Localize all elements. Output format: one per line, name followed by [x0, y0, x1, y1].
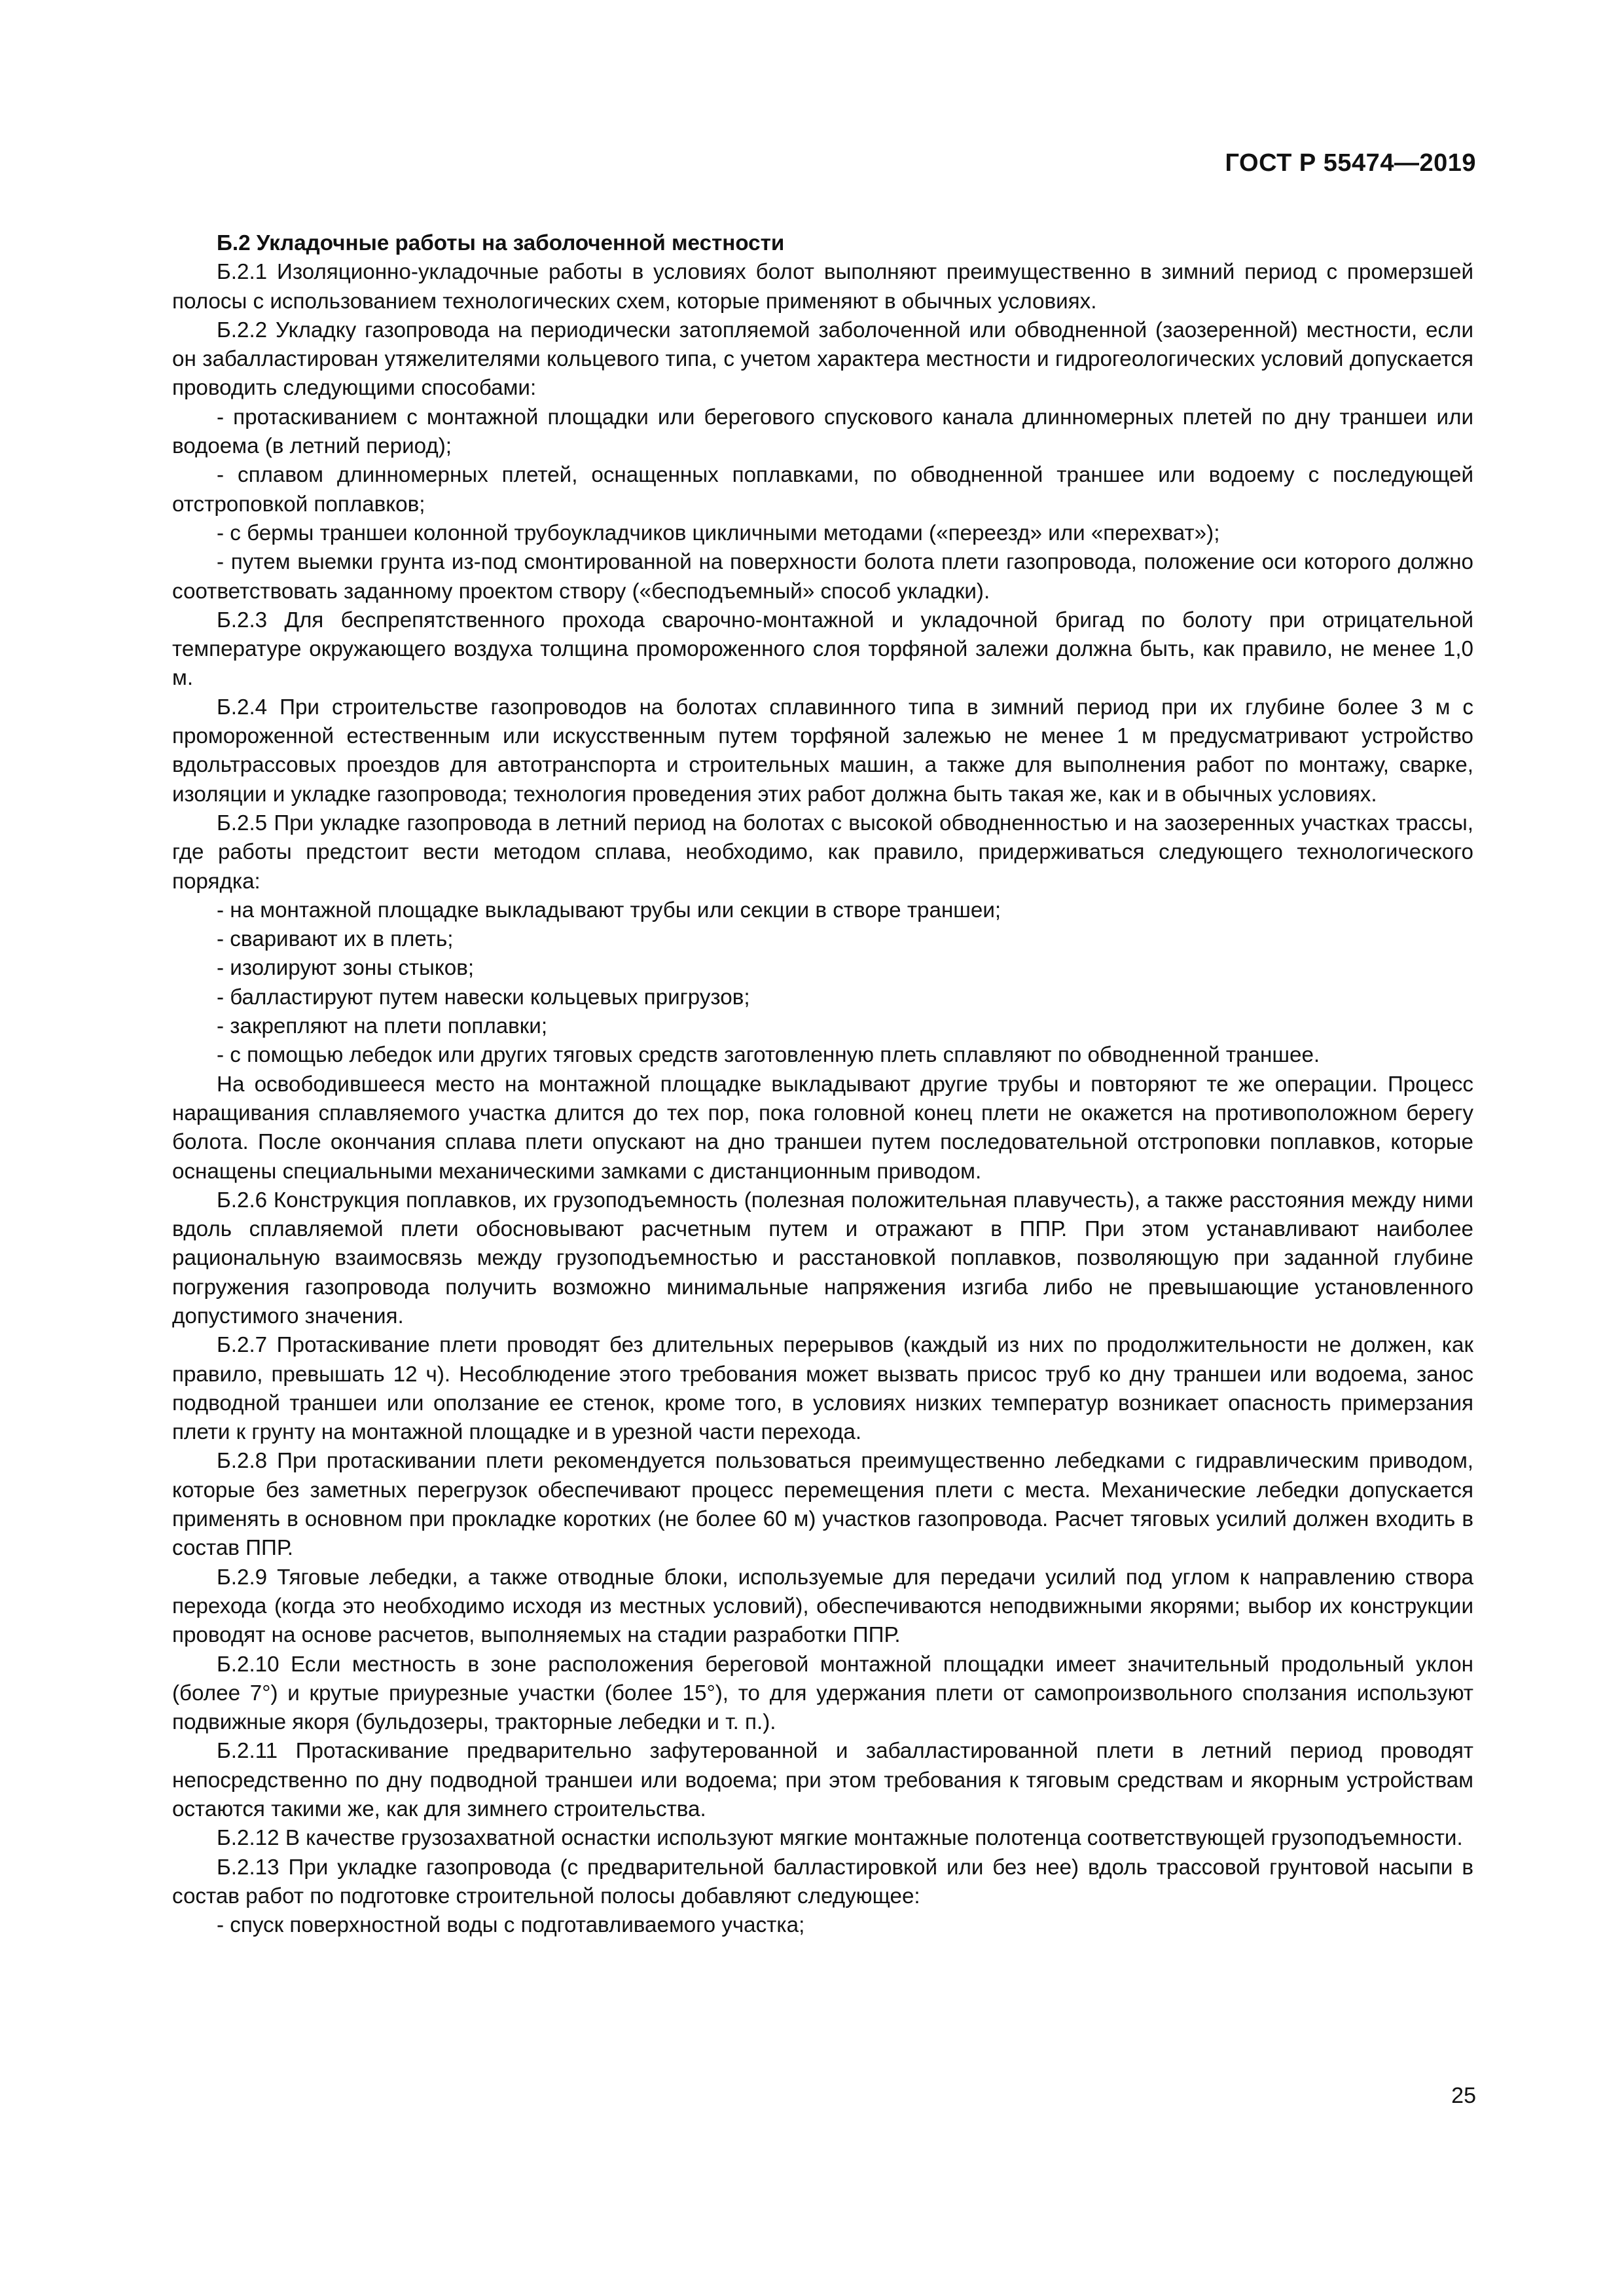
- paragraph-b-2-13: Б.2.13 При укладке газопровода (с предварительной балластировкой или без нее) вдоль трассовой грунтовой насыпи в состав работ по подготовке строительной полосы добавляют следующее:: [172, 1855, 1473, 1908]
- paragraph-b-2-7: Б.2.7 Протаскивание плети проводят без длительных перерывов (каждый из них по продолжительности не должен, как правило, превышать 12 ч). Несоблюдение этого требования может вызвать присос труб ко дну траншеи или водоема, занос подводной траншеи или оползание ее стенок, кроме того, в условиях низких температур возникает опасность примерзания плети к грунту на монтажной площадке и в урезной части перехода.: [172, 1333, 1473, 1445]
- document-code: ГОСТ Р 55474—2019: [1225, 149, 1476, 177]
- paragraph-b-2-6: Б.2.6 Конструкция поплавков, их грузоподъемность (полезная положительная плавучесть), а также расстояния между ними вдоль сплавляемой плети обосновывают расчетным путем и отражают в ППР. При этом устанавливают наиболее рациональную взаимосвязь между грузоподъемностью и расстановкой поплавков, позволяющую при заданной глубине погружения газопровода получить возможно минимальные напряжения изгиба либо не превышающие установленного допустимого значения.: [172, 1188, 1473, 1328]
- list-item: - сплавом длинномерных плетей, оснащенных поплавками, по обводненной траншее или водоему с последующей отстроповкой поплавков;: [172, 463, 1473, 517]
- list-item: - с бермы траншеи колонной трубоукладчиков цикличными методами («переезд» или «перехват»);: [217, 520, 1220, 545]
- list-item: - на монтажной площадке выкладывают трубы или секции в створе траншеи;: [217, 898, 1001, 922]
- paragraph-b-2-4: Б.2.4 При строительстве газопроводов на болотах сплавинного типа в зимний период при их глубине более 3 м с промороженной естественным или искусственным путем торфяной залежью не менее 1 м предусматривают устройство вдольтрассовых проездов для автотранспорта и строительных машин, а также для выполнения работ по монтажу, сварке, изоляции и укладке газопровода; технология проведения этих работ должна быть такая же, как и в обычных условиях.: [172, 695, 1473, 807]
- paragraph-b-2-8: Б.2.8 При протаскивании плети рекомендуется пользоваться преимущественно лебедками с гидравлическим приводом, которые без заметных перегрузок обеспечивают процесс перемещения плети с места. Механические лебедки допускается применять в основном при прокладке коротких (не более 60 м) участков газопровода. Расчет тяговых усилий должен входить в состав ППР.: [172, 1449, 1473, 1561]
- list-item: - с помощью лебедок или других тяговых средств заготовленную плеть сплавляют по обводненной траншее.: [217, 1043, 1320, 1068]
- paragraph-b-2-3: Б.2.3 Для беспрепятственного прохода сварочно-монтажной и укладочной бригад по болоту при отрицательной температуре окружающего воздуха толщина промороженного слоя торфяной залежи должна быть, как правило, не менее 1,0 м.: [172, 608, 1473, 691]
- list-item: - сваривают их в плеть;: [217, 927, 454, 952]
- document-body: [172, 229, 1473, 1941]
- paragraph-b-2-11: Б.2.11 Протаскивание предварительно зафутерованной и забалластированной плети в летний период проводят непосредственно по дну подводной траншеи или водоема; при этом требования к тяговым средствам и якорным устройствам остаются такими же, как для зимнего строительства.: [172, 1739, 1473, 1822]
- page-number: 25: [1451, 2083, 1476, 2108]
- list-item: - спуск поверхностной воды с подготавливаемого участка;: [217, 1913, 805, 1938]
- paragraph-b-2-5: Б.2.5 При укладке газопровода в летний период на болотах с высокой обводненностью и на заозеренных участках трассы, где работы предстоит вести методом сплава, необходимо, как правило, придерживаться следующего технологического порядка:: [172, 811, 1473, 894]
- list-item: - изолируют зоны стыков;: [217, 956, 475, 981]
- list-item: - балластируют путем навески кольцевых пригрузов;: [217, 985, 750, 1010]
- paragraph-b-2-9: Б.2.9 Тяговые лебедки, а также отводные блоки, используемые для передачи усилий под углом к направлению створа перехода (когда это необходимо исходя из местных условий), обеспечиваются неподвижными якорями; выбор их конструкции проводят на основе расчетов, выполняемых на стадии разработки ППР.: [172, 1565, 1473, 1648]
- list-item: - закрепляют на плети поплавки;: [217, 1014, 548, 1039]
- list-item: - путем выемки грунта из-под смонтированной на поверхности болота плети газопровода, положение оси которого должно соответствовать заданному проектом створу («бесподъемный» способ укладки).: [172, 550, 1473, 604]
- paragraph-b-2-2: Б.2.2 Укладку газопровода на периодически затопляемой заболоченной или обводненной (заозеренной) местности, если он забалластирован утяжелителями кольцевого типа, с учетом характера местности и гидрогеологических условий допускается проводить следующими способами:: [172, 318, 1473, 401]
- paragraph-b-2-10: Б.2.10 Если местность в зоне расположения береговой монтажной площадки имеет значительный продольный уклон (более 7°) и крутые приурезные участки (более 15°), то для удержания плети от самопроизвольного сползания используют подвижные якоря (бульдозеры, тракторные лебедки и т. п.).: [172, 1652, 1473, 1735]
- paragraph-b-2-12: Б.2.12 В качестве грузозахватной оснастки используют мягкие монтажные полотенца соответствующей грузоподъемности.: [217, 1826, 1463, 1851]
- section-title: Б.2 Укладочные работы на заболоченной местности: [217, 231, 785, 255]
- list-item: - протаскиванием с монтажной площадки или берегового спускового канала длинномерных плетей по дну траншеи или водоема (в летний период);: [172, 405, 1473, 459]
- paragraph-b-2-1: Б.2.1 Изоляционно-укладочные работы в условиях болот выполняют преимущественно в зимний период с промерзшей полосы с использованием технологических схем, которые применяют в обычных условиях.: [172, 260, 1473, 314]
- paragraph-continuation: На освободившееся место на монтажной площадке выкладывают другие трубы и повторяют те же операции. Процесс наращивания сплавляемого участка длится до тех пор, пока головной конец плети не окажется на противоположном берегу болота. После окончания сплава плети опускают на дно траншеи путем последовательной отстроповки поплавков, которые оснащены специальными механическими замками с дистанционным приводом.: [172, 1072, 1473, 1184]
